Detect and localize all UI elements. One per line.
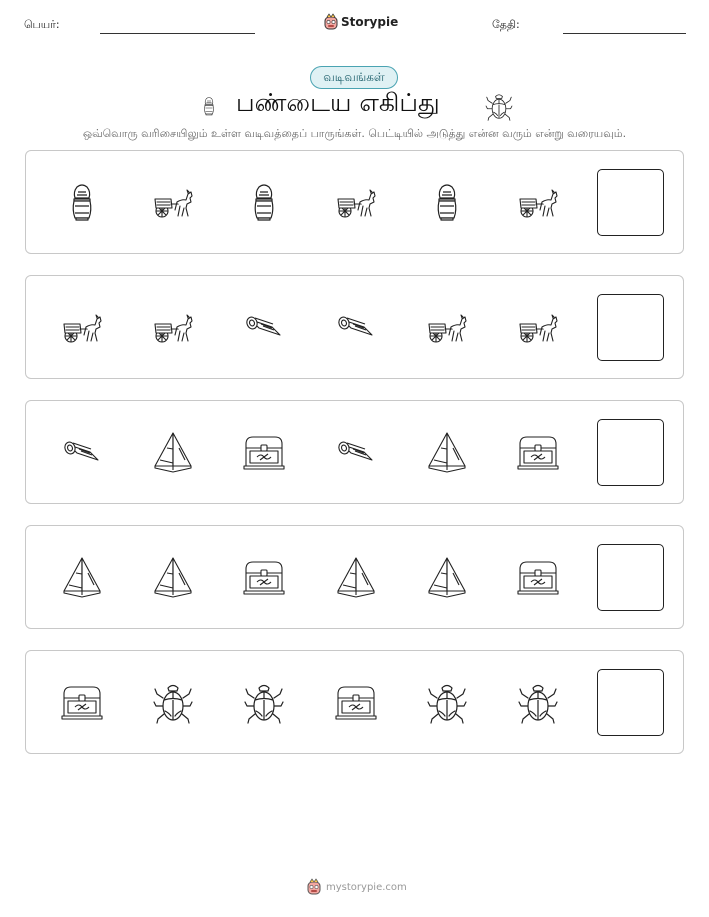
row-5-item-6 scarab-icon (516, 680, 560, 724)
name-field[interactable] (100, 33, 255, 34)
row-2-item-5 chariot-icon (425, 305, 469, 349)
pattern-row-1 (25, 150, 684, 254)
row-1-item-1 canopic-jar-icon (60, 180, 104, 224)
row-1-answer-box[interactable] (597, 169, 664, 236)
worksheet-title: பண்டைய எகிப்து (236, 88, 440, 117)
pattern-row-4 (25, 525, 684, 629)
row-3-item-6 treasure-chest-icon (516, 430, 560, 474)
row-4-item-4 pyramid-icon (334, 555, 378, 599)
row-4-item-3 treasure-chest-icon (242, 555, 286, 599)
row-4-item-1 pyramid-icon (60, 555, 104, 599)
row-2-answer-box[interactable] (597, 294, 664, 361)
pattern-row-5 (25, 650, 684, 754)
row-5-item-4 treasure-chest-icon (334, 680, 378, 724)
date-field[interactable] (563, 33, 686, 34)
row-1-item-5 canopic-jar-icon (425, 180, 469, 224)
footer (306, 878, 407, 896)
brand-logo (323, 13, 398, 31)
brand-name: Storypie (341, 15, 399, 29)
row-1-item-4 chariot-icon (334, 180, 378, 224)
row-5-answer-box[interactable] (597, 669, 664, 736)
row-4-answer-box[interactable] (597, 544, 664, 611)
row-5-item-3 scarab-icon (242, 680, 286, 724)
row-4-item-5 pyramid-icon (425, 555, 469, 599)
row-3-answer-box[interactable] (597, 419, 664, 486)
title-scarab-icon (484, 90, 514, 122)
row-3-item-1 papyrus-scroll-icon (60, 430, 104, 474)
topic-tag: வடிவங்கள் (310, 66, 398, 89)
row-1-item-3 canopic-jar-icon (242, 180, 286, 224)
storypie-mascot-icon (323, 13, 339, 31)
row-5-item-2 scarab-icon (151, 680, 195, 724)
name-label: பெயர்: (24, 18, 60, 31)
row-2-item-4 papyrus-scroll-icon (334, 305, 378, 349)
row-3-item-2 pyramid-icon (151, 430, 195, 474)
row-5-item-5 scarab-icon (425, 680, 469, 724)
pattern-row-3 (25, 400, 684, 504)
row-5-item-1 treasure-chest-icon (60, 680, 104, 724)
row-3-item-4 papyrus-scroll-icon (334, 430, 378, 474)
row-1-item-2 chariot-icon (151, 180, 195, 224)
title-canopic-jar-icon (198, 90, 220, 122)
row-4-item-2 pyramid-icon (151, 555, 195, 599)
date-label: தேதி: (492, 18, 520, 31)
row-2-item-3 papyrus-scroll-icon (242, 305, 286, 349)
row-3-item-3 treasure-chest-icon (242, 430, 286, 474)
row-2-item-2 chariot-icon (151, 305, 195, 349)
row-4-item-6 treasure-chest-icon (516, 555, 560, 599)
storypie-mascot-icon (306, 878, 322, 896)
row-2-item-6 chariot-icon (516, 305, 560, 349)
instructions: ஒவ்வொரு வரிசையிலும் உள்ள வடிவத்தைப் பாருங்கள். பெட்டியில் அடுத்து என்ன வரும் என்று வரையவும். (82, 127, 627, 140)
footer-url: mystorypie.com (326, 881, 407, 893)
row-3-item-5 pyramid-icon (425, 430, 469, 474)
row-1-item-6 chariot-icon (516, 180, 560, 224)
row-2-item-1 chariot-icon (60, 305, 104, 349)
pattern-row-2 (25, 275, 684, 379)
